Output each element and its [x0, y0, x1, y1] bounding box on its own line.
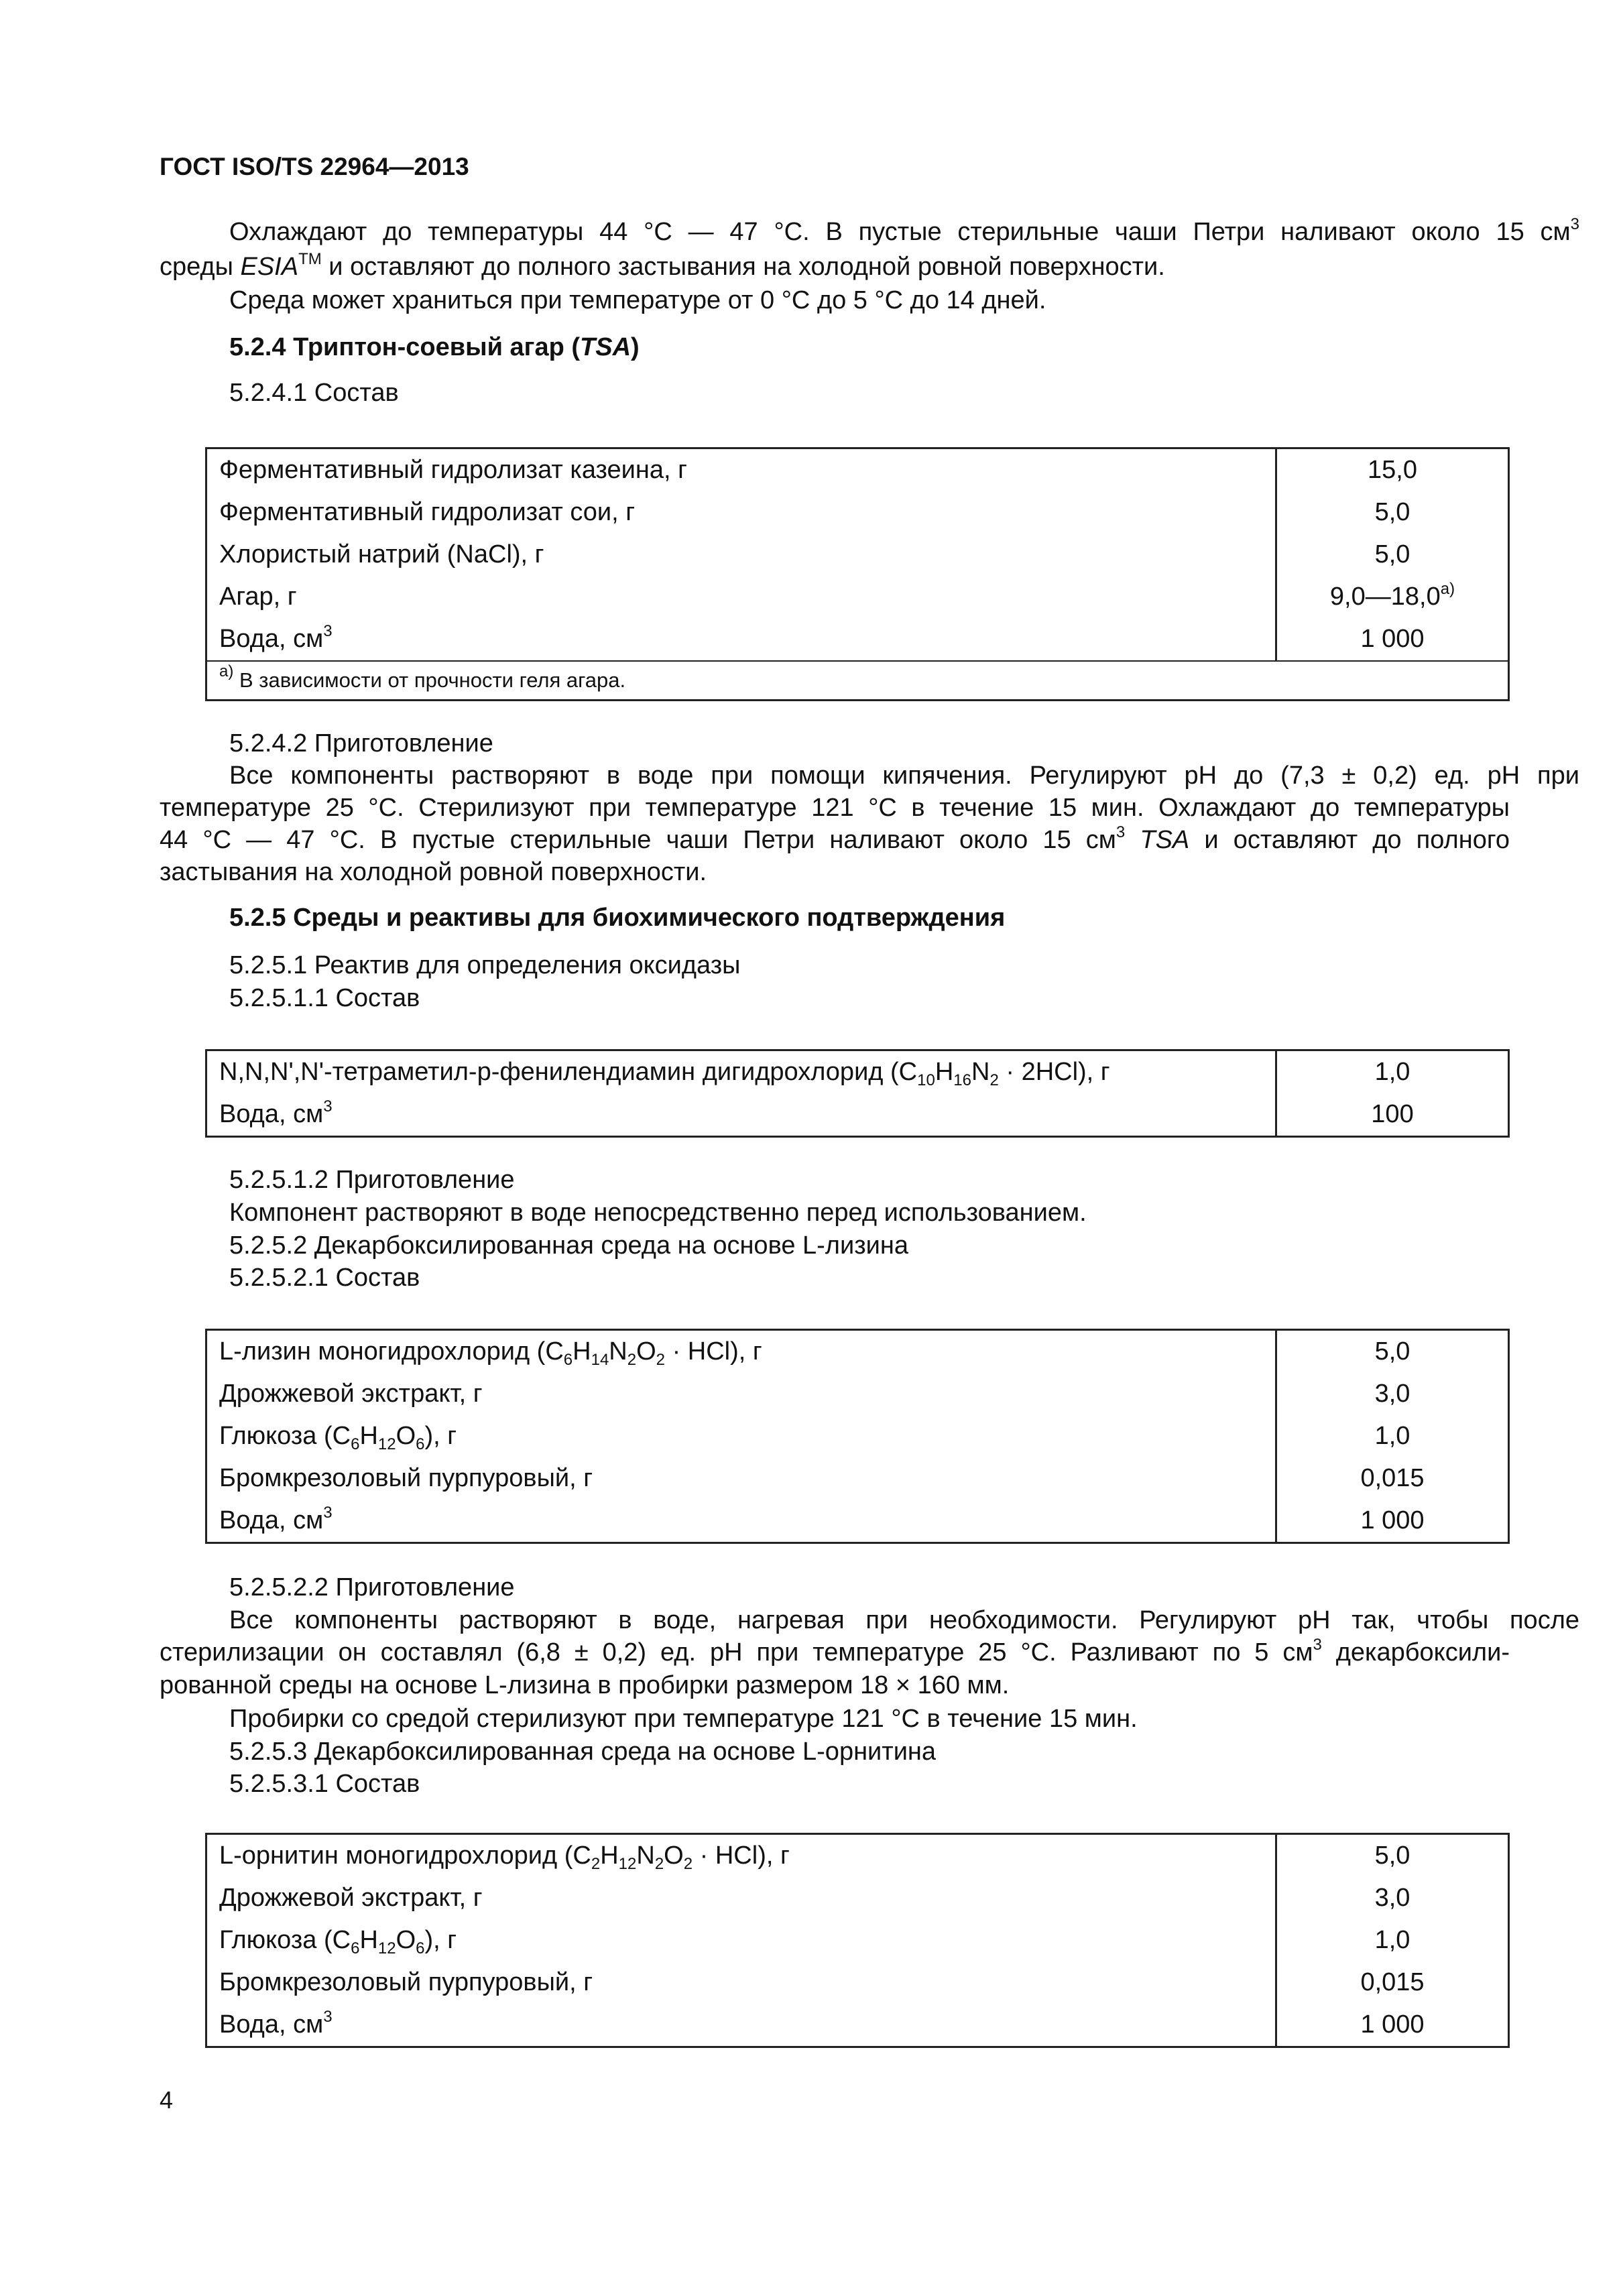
subscript: 6	[351, 1435, 360, 1453]
amount-cell	[1276, 576, 1509, 618]
subscript: 12	[377, 1939, 396, 1957]
text-span: среды	[160, 253, 241, 281]
subsection-title: 5.2.4.2 Приготовление	[229, 729, 493, 758]
ingredient-cell: Агар, г	[206, 576, 1276, 618]
text-span: 44 °С — 47 °С. В пустые стерильные чаши Петри наливают около 15 см	[160, 826, 1116, 854]
table-row	[206, 1500, 1509, 1543]
ingredient-cell: Бромкрезоловый пурпуровый, г	[206, 1457, 1276, 1500]
amount-cell: 1,0	[1276, 1415, 1509, 1457]
text-span: ), г	[424, 1926, 457, 1954]
subsection-title: 5.2.5.1 Реактив для определения оксидазы	[229, 951, 741, 979]
text-span: O	[396, 1926, 416, 1954]
ingredient-cell: Дрожжевой экстракт, г	[206, 1877, 1276, 1919]
section-heading: 5.2.5 Среды и реактивы для биохимического подтверждения	[229, 904, 1006, 932]
text-span: Вода, см	[219, 1506, 324, 1534]
text-span: стерилизации он составлял (6,8 ± 0,2) ед. pH при температуре 25 °С. Разливают по 5 см	[160, 1638, 1313, 1667]
text-span: N	[636, 1841, 655, 1870]
amount-cell: 5,0	[1276, 1834, 1509, 1878]
subsection-title: 5.2.5.3 Декарбоксилированная среда на основе L-орнитина	[229, 1738, 937, 1766]
text-span: ), г	[424, 1422, 457, 1450]
text-span: декарбоксили-	[1321, 1638, 1510, 1667]
table-row	[206, 491, 1509, 534]
subscript: 6	[351, 1939, 360, 1957]
amount-cell: 3,0	[1276, 1373, 1509, 1415]
paragraph-line	[160, 1636, 1510, 1669]
table-footnote	[206, 661, 1509, 701]
text-span: )	[631, 333, 640, 361]
amount-cell: 15,0	[1276, 448, 1509, 492]
text-span: N,N,N',N'-тетраметил-р-фенилендиамин дигидрохлорид (C	[219, 1058, 918, 1086]
table-row	[206, 2004, 1509, 2047]
text-span: Вода, см	[219, 1100, 324, 1128]
paragraph-line: Пробирки со средой стерилизуют при температуре 121 °С в течение 15 мин.	[229, 1705, 1138, 1733]
amount-cell: 1,0	[1276, 1050, 1509, 1094]
amount-cell: 100	[1276, 1093, 1509, 1137]
table-row	[206, 1093, 1509, 1137]
text-span: H	[935, 1058, 954, 1086]
text-span: Вода, см	[219, 2010, 324, 2039]
subscript: 14	[591, 1351, 609, 1369]
amount-cell: 5,0	[1276, 1330, 1509, 1374]
text-span: 9,0—18,0	[1329, 583, 1441, 611]
text-span	[1125, 826, 1140, 854]
text-span: 5.2.4 Триптон-соевый агар (	[229, 333, 581, 361]
subsection-title: 5.2.5.2.1 Состав	[229, 1264, 420, 1292]
table-row	[206, 1373, 1509, 1415]
paragraph-line: рованной среды на основе L-лизина в пробирки размером 18 × 160 мм.	[160, 1671, 1010, 1699]
ingredient-cell	[206, 1415, 1276, 1457]
table-row	[206, 534, 1509, 576]
paragraph-line: Все компоненты растворяют в воде при помощи кипячения. Регулируют pH до (7,3 ± 0,2) ед. pH при	[229, 762, 1579, 790]
paragraph-line: застывания на холодной ровной поверхности.	[160, 858, 707, 886]
amount-cell: 1 000	[1276, 1500, 1509, 1543]
subscript: 12	[618, 1855, 637, 1873]
table-row	[206, 1919, 1509, 1961]
amount-cell: 5,0	[1276, 491, 1509, 534]
text-span: N	[971, 1058, 990, 1086]
amount-cell: 1,0	[1276, 1919, 1509, 1961]
text-span: Глюкоза (C	[219, 1422, 351, 1450]
ingredient-cell	[206, 1093, 1276, 1137]
superscript: 3	[323, 1097, 333, 1115]
composition-table	[205, 447, 1510, 701]
amount-cell: 1 000	[1276, 2004, 1509, 2047]
text-span: L-лизин моногидрохлорид (C	[219, 1337, 564, 1366]
superscript: 3	[323, 1504, 333, 1522]
text-span: · HCl), г	[665, 1337, 762, 1366]
ingredient-cell: Хлористый натрий (NaCl), г	[206, 534, 1276, 576]
ingredient-cell	[206, 2004, 1276, 2047]
text-span: · HCl), г	[693, 1841, 790, 1870]
text-span: H	[359, 1422, 378, 1450]
composition-table	[205, 1329, 1510, 1544]
ingredient-cell: Бромкрезоловый пурпуровый, г	[206, 1961, 1276, 2004]
paragraph-line: Компонент растворяют в воде непосредственно перед использованием.	[229, 1199, 1087, 1227]
composition-table	[205, 1833, 1510, 2048]
subsection-title: 5.2.5.1.1 Состав	[229, 984, 420, 1012]
ingredient-cell: Дрожжевой экстракт, г	[206, 1373, 1276, 1415]
ingredient-cell: Ферментативный гидролизат сои, г	[206, 491, 1276, 534]
text-span: Вода, см	[219, 625, 324, 653]
text-span: N	[609, 1337, 627, 1366]
table-row	[206, 1961, 1509, 2004]
amount-cell: 1 000	[1276, 618, 1509, 661]
table-row	[206, 1834, 1509, 1878]
ingredient-cell	[206, 1050, 1276, 1094]
subsection-title: 5.2.5.2.2 Приготовление	[229, 1573, 515, 1602]
table-row	[206, 448, 1509, 492]
text-span: и оставляют до полного застывания на холодной ровной поверхности.	[321, 253, 1165, 281]
superscript: 3	[1570, 215, 1579, 233]
amount-cell: 5,0	[1276, 534, 1509, 576]
superscript: 3	[323, 622, 333, 640]
italic-text: TSA	[1140, 826, 1190, 854]
ingredient-cell	[206, 1919, 1276, 1961]
ingredient-cell: Ферментативный гидролизат казеина, г	[206, 448, 1276, 492]
table-row	[206, 576, 1509, 618]
paragraph-line	[160, 824, 1510, 856]
document-header: ГОСТ ISO/TS 22964—2013	[160, 153, 469, 180]
subsection-title: 5.2.5.1.2 Приготовление	[229, 1166, 515, 1194]
text-span: H	[573, 1337, 591, 1366]
text-span: O	[664, 1841, 684, 1870]
superscript: 3	[1313, 1636, 1322, 1654]
table-row	[206, 1415, 1509, 1457]
superscript: 3	[323, 2008, 333, 2026]
subsection-title: 5.2.5.3.1 Состав	[229, 1770, 420, 1798]
paragraph-line: Среда может храниться при температуре от 0 °С до 5 °С до 14 дней.	[229, 286, 1046, 314]
text-span: O	[396, 1422, 416, 1450]
table-row	[206, 618, 1509, 661]
table-row	[206, 1050, 1509, 1094]
subscript: 2	[654, 1855, 664, 1873]
subscript: 6	[416, 1435, 425, 1453]
table-footnote-row	[206, 661, 1509, 701]
text-span: Охлаждают до температуры 44 °С — 47 °С. В пустые стерильные чаши Петри наливают около 15 см	[229, 218, 1571, 246]
composition-table	[205, 1049, 1510, 1138]
ingredient-cell	[206, 1330, 1276, 1374]
subscript: 2	[989, 1071, 999, 1089]
superscript: TM	[298, 250, 322, 268]
text-span: O	[636, 1337, 656, 1366]
amount-cell: 3,0	[1276, 1877, 1509, 1919]
ingredient-cell	[206, 618, 1276, 661]
table-row	[206, 1457, 1509, 1500]
text-span: H	[600, 1841, 619, 1870]
subscript: 6	[416, 1939, 425, 1957]
page-number: 4	[160, 2086, 174, 2114]
superscript: 3	[1116, 823, 1126, 841]
paragraph-line	[160, 251, 1165, 283]
italic-text: TSA	[580, 333, 632, 361]
text-span: Глюкоза (C	[219, 1926, 351, 1954]
subscript: 10	[917, 1071, 935, 1089]
subsection-title: 5.2.5.2 Декарбоксилированная среда на основе L-лизина	[229, 1231, 908, 1260]
table-row	[206, 1330, 1509, 1374]
table-row	[206, 1877, 1509, 1919]
amount-cell: 0,015	[1276, 1961, 1509, 2004]
paragraph-line: температуре 25 °С. Стерилизуют при температуре 121 °С в течение 15 мин. Охлаждают до температуры	[160, 794, 1510, 822]
subscript: 12	[377, 1435, 396, 1453]
text-span: L-орнитин моногидрохлорид (C	[219, 1841, 591, 1870]
footnote-ref: а)	[1440, 580, 1455, 598]
paragraph-line: Все компоненты растворяют в воде, нагревая при необходимости. Регулируют pH так, чтобы после	[229, 1606, 1579, 1634]
subscript: 6	[563, 1351, 573, 1369]
text-span: и оставляют до полного	[1189, 826, 1510, 854]
ingredient-cell	[206, 1500, 1276, 1543]
subscript: 2	[656, 1351, 666, 1369]
text-span: В зависимости от прочности геля агара.	[233, 668, 626, 692]
subsection-title: 5.2.4.1 Состав	[229, 379, 399, 407]
subscript: 2	[591, 1855, 601, 1873]
text-span: H	[359, 1926, 378, 1954]
ingredient-cell	[206, 1834, 1276, 1878]
amount-cell: 0,015	[1276, 1457, 1509, 1500]
footnote-mark: а)	[219, 662, 234, 680]
text-span: · 2HCl), г	[998, 1058, 1110, 1086]
section-heading	[229, 331, 640, 363]
subscript: 2	[683, 1855, 693, 1873]
paragraph-line	[229, 216, 1579, 248]
italic-text: ESIA	[240, 253, 299, 281]
subscript: 2	[627, 1351, 637, 1369]
subscript: 16	[953, 1071, 971, 1089]
